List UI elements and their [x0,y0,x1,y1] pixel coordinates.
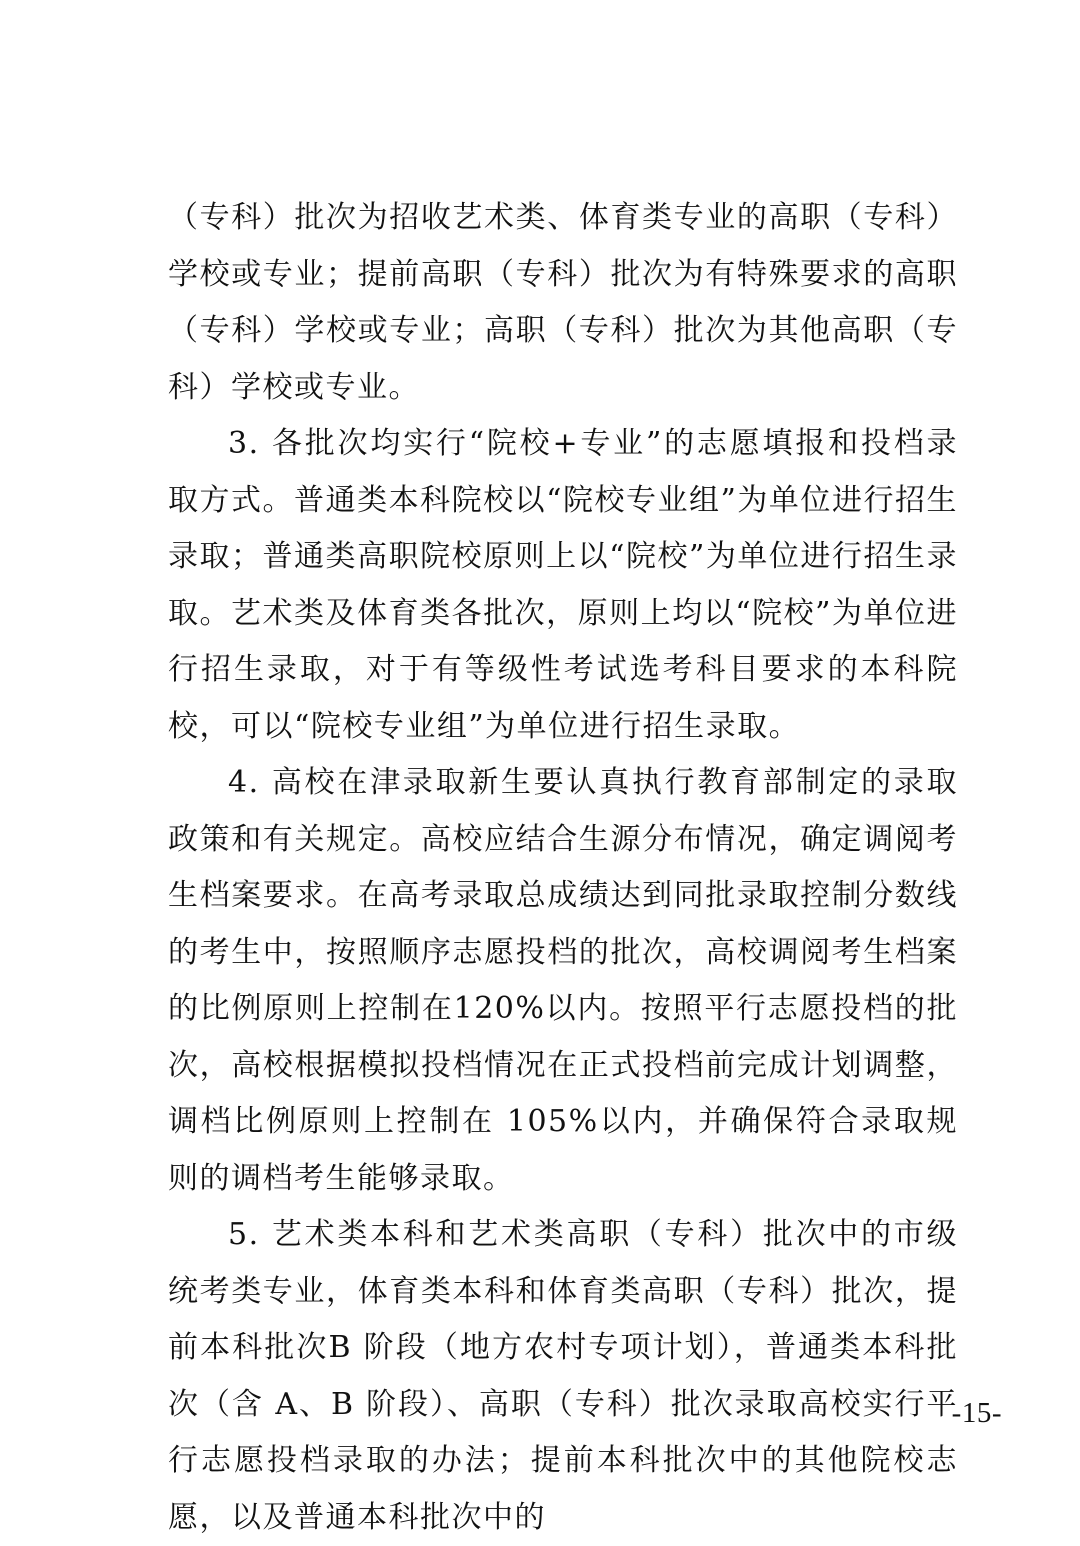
page-number: -15- [951,1397,1002,1429]
paragraph-1: （专科）批次为招收艺术类、体育类专业的高职（专科）学校或专业；提前高职（专科）批次为有特殊要求的高职（专科）学校或专业；高职（专科）批次为其他高职（专科）学校或专业。 [168,200,958,405]
paragraph-4: 5. 艺术类本科和艺术类高职（专科）批次中的市级统考类专业，体育类本科和体育类高职（专科）批次，提前本科批次B 阶段（地方农村专项计划），普通类本科批次（含 A、B 阶段）、高职（专科）批次录取高校实行平行志愿投档录取的办法；提前本科批次中的其他院校志愿，以及普通本科批次中的 [168,1217,958,1535]
paragraph-2: 3. 各批次均实行“院校+专业”的志愿填报和投档录取方式。普通类本科院校以“院校专业组”为单位进行招生录取；普通类高职院校原则上以“院校”为单位进行招生录取。艺术类及体育类各批次，原则上均以“院校”为单位进行招生录取，对于有等级性考试选考科目要求的本科院校，可以“院校专业组”为单位进行招生录取。 [168,426,958,744]
document-body [168,190,958,1546]
paragraph-3: 4. 高校在津录取新生要认真执行教育部制定的录取政策和有关规定。高校应结合生源分布情况，确定调阅考生档案要求。在高考录取总成绩达到同批录取控制分数线的考生中，按照顺序志愿投档的批次，高校调阅考生档案的比例原则上控制在120%以内。按照平行志愿投档的批次，高校根据模拟投档情况在正式投档前完成计划调整，调档比例原则上控制在 105%以内，并确保符合录取规则的调档考生能够录取。 [168,765,958,1196]
